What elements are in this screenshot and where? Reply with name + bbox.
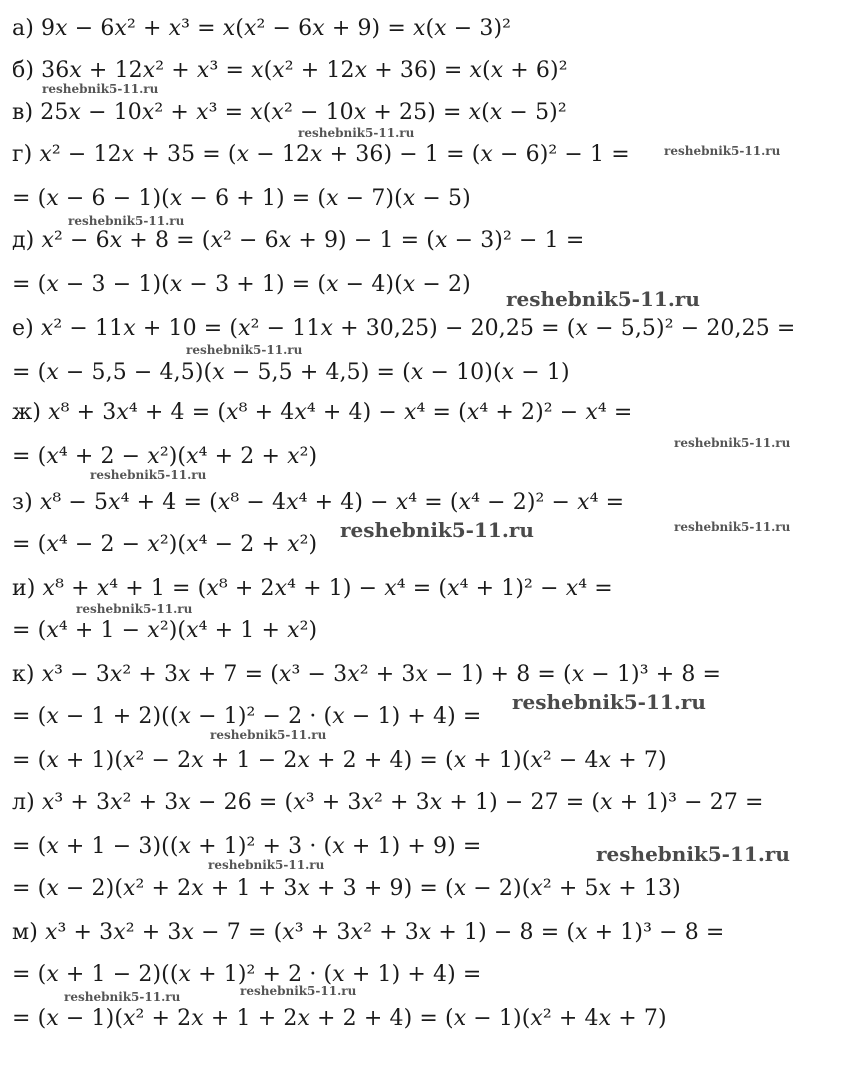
watermark: reshebnik5-11.ru xyxy=(68,214,185,228)
solution-line-z: з) x⁸ − 5x⁴ + 4 = (x⁸ − 4x⁴ + 4) − x⁴ = (x⁴ − 2)² − x⁴ = xyxy=(12,490,625,515)
watermark: reshebnik5-11.ru xyxy=(298,126,415,140)
solution-line-k-3: = (x + 1)(x² − 2x + 1 − 2x + 2 + 4) = (x + 1)(x² − 4x + 7) xyxy=(12,748,667,773)
watermark: reshebnik5-11.ru xyxy=(674,436,791,450)
solution-line-k-2: = (x − 1 + 2)((x − 1)² − 2 · (x − 1) + 4) = xyxy=(12,704,482,729)
solution-line-g: г) x² − 12x + 35 = (x − 12x + 36) − 1 = (x − 6)² − 1 = xyxy=(12,142,630,167)
watermark: reshebnik5-11.ru xyxy=(186,343,303,357)
solution-line-e-2: = (x − 5,5 − 4,5)(x − 5,5 + 4,5) = (x − 10)(x − 1) xyxy=(12,360,570,385)
solution-line-a: а) 9x − 6x² + x³ = x(x² − 6x + 9) = x(x − 3)² xyxy=(12,16,512,41)
solution-line-i: и) x⁸ + x⁴ + 1 = (x⁸ + 2x⁴ + 1) − x⁴ = (x⁴ + 1)² − x⁴ = xyxy=(12,576,613,601)
solution-line-v: в) 25x − 10x² + x³ = x(x² − 10x + 25) = x(x − 5)² xyxy=(12,100,567,125)
solution-line-b: б) 36x + 12x² + x³ = x(x² + 12x + 36) = x(x + 6)² xyxy=(12,58,568,83)
solution-line-l-3: = (x − 2)(x² + 2x + 1 + 3x + 3 + 9) = (x − 2)(x² + 5x + 13) xyxy=(12,876,681,901)
watermark: reshebnik5-11.ru xyxy=(208,858,325,872)
watermark: reshebnik5-11.ru xyxy=(240,984,357,998)
solution-line-z-2: = (x⁴ − 2 − x²)(x⁴ − 2 + x²) xyxy=(12,532,318,557)
watermark: reshebnik5-11.ru xyxy=(42,82,159,96)
solution-line-k: к) x³ − 3x² + 3x + 7 = (x³ − 3x² + 3x − 1) + 8 = (x − 1)³ + 8 = xyxy=(12,662,722,687)
solution-line-zh: ж) x⁸ + 3x⁴ + 4 = (x⁸ + 4x⁴ + 4) − x⁴ = (x⁴ + 2)² − x⁴ = xyxy=(12,400,633,425)
watermark: reshebnik5-11.ru xyxy=(596,842,790,866)
watermark: reshebnik5-11.ru xyxy=(90,468,207,482)
solution-line-e: е) x² − 11x + 10 = (x² − 11x + 30,25) − 20,25 = (x − 5,5)² − 20,25 = xyxy=(12,316,796,341)
solution-line-m: м) x³ + 3x² + 3x − 7 = (x³ + 3x² + 3x + 1) − 8 = (x + 1)³ − 8 = xyxy=(12,920,725,945)
watermark: reshebnik5-11.ru xyxy=(340,518,534,542)
solution-line-i-2: = (x⁴ + 1 − x²)(x⁴ + 1 + x²) xyxy=(12,618,318,643)
watermark: reshebnik5-11.ru xyxy=(64,990,181,1004)
solution-line-g-2: = (x − 6 − 1)(x − 6 + 1) = (x − 7)(x − 5) xyxy=(12,186,471,211)
solution-line-l-2: = (x + 1 − 3)((x + 1)² + 3 · (x + 1) + 9) = xyxy=(12,834,482,859)
solution-line-d: д) x² − 6x + 8 = (x² − 6x + 9) − 1 = (x − 3)² − 1 = xyxy=(12,228,585,253)
solution-line-l: л) x³ + 3x² + 3x − 26 = (x³ + 3x² + 3x + 1) − 27 = (x + 1)³ − 27 = xyxy=(12,790,764,815)
watermark: reshebnik5-11.ru xyxy=(76,602,193,616)
watermark: reshebnik5-11.ru xyxy=(674,520,791,534)
watermark: reshebnik5-11.ru xyxy=(506,287,700,311)
watermark: reshebnik5-11.ru xyxy=(512,690,706,714)
solution-line-m-2: = (x + 1 − 2)((x + 1)² + 2 · (x + 1) + 4) = xyxy=(12,962,482,987)
watermark: reshebnik5-11.ru xyxy=(210,728,327,742)
solution-line-m-3: = (x − 1)(x² + 2x + 1 + 2x + 2 + 4) = (x − 1)(x² + 4x + 7) xyxy=(12,1006,667,1031)
solution-line-zh-2: = (x⁴ + 2 − x²)(x⁴ + 2 + x²) xyxy=(12,444,318,469)
watermark: reshebnik5-11.ru xyxy=(664,144,781,158)
solution-line-d-2: = (x − 3 − 1)(x − 3 + 1) = (x − 4)(x − 2) xyxy=(12,272,471,297)
